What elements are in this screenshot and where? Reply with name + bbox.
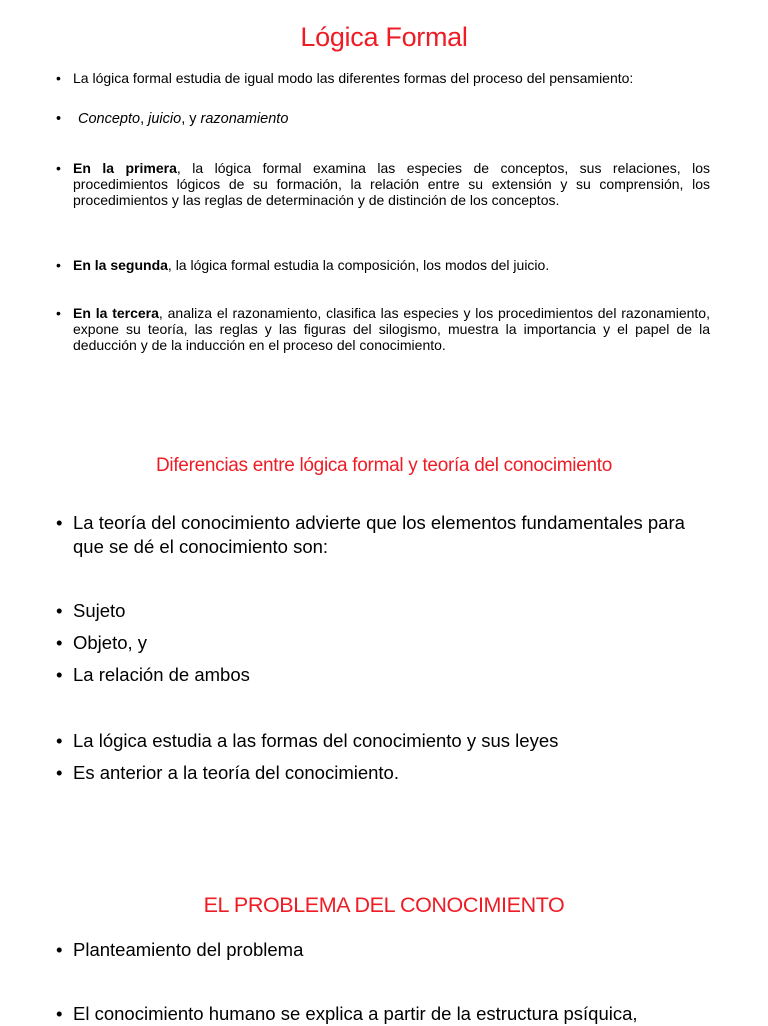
slide1-bullet-5-text: , analiza el razonamiento, clasifica las especies y los procedimientos del razonamiento, expone su teoría, las reglas y las figuras del silogismo, muestra la importancia y el papel de la deducción y de la inducción en el proceso del conocimiento. bbox=[73, 305, 710, 353]
slide1-title: Lógica Formal bbox=[300, 22, 468, 52]
slide2-bullet-1-text: La teoría del conocimiento advierte que los elementos fundamentales para que se dé el conocimiento son: bbox=[73, 512, 685, 557]
slide1-bullet-list-2 bbox=[56, 111, 710, 127]
slide3-bullet-1-text: Planteamiento del problema bbox=[73, 939, 304, 960]
slide2-bullet-6-text: Es anterior a la teoría del conocimiento. bbox=[73, 762, 399, 783]
slide1-bullet-list bbox=[56, 70, 710, 86]
slide3-bullet-2 bbox=[56, 1002, 736, 1026]
slide1-bullet-1 bbox=[56, 70, 710, 86]
slide2-bullet-6 bbox=[56, 761, 736, 785]
slide1-bullet-list-5 bbox=[56, 305, 710, 353]
slide1-bullet-4 bbox=[56, 257, 710, 273]
slide1-bullet-list-3 bbox=[56, 160, 710, 208]
slide1-bullet-5-bold: En la tercera bbox=[73, 305, 159, 321]
slide1-bullet-3-bold: En la primera bbox=[73, 160, 177, 176]
slide2-bullet-list-1 bbox=[56, 511, 716, 559]
slide1-bullet-2 bbox=[56, 111, 710, 127]
slide2-bullet-3 bbox=[56, 631, 736, 655]
slide1-bullet-2-razonamiento: razonamiento bbox=[200, 111, 289, 127]
slide1-bullet-4-text: , la lógica formal estudia la composición, los modos del juicio. bbox=[167, 257, 550, 273]
slide3-bullet-list-2 bbox=[56, 1002, 736, 1026]
slide1-bullet-2-sep2: , y bbox=[181, 111, 201, 127]
slide2-bullet-4 bbox=[56, 663, 736, 687]
slide3-title: EL PROBLEMA DEL CONOCIMIENTO bbox=[203, 893, 565, 917]
slide3-bullet-1 bbox=[56, 938, 736, 962]
slide1-bullet-5 bbox=[56, 305, 710, 353]
slide2-bullet-5-text: La lógica estudia a las formas del conocimiento y sus leyes bbox=[73, 730, 559, 751]
slide2-bullet-3-text: Objeto, y bbox=[73, 632, 148, 653]
slide2-title: Diferencias entre lógica formal y teoría del conocimiento bbox=[155, 455, 613, 476]
slide1-bullet-1-text: La lógica formal estudia de igual modo las diferentes formas del proceso del pensamiento: bbox=[73, 70, 634, 86]
slide3-bullet-2-text: El conocimiento humano se explica a partir de la estructura psíquica, bbox=[73, 1003, 638, 1024]
slide1-bullet-3 bbox=[56, 160, 710, 208]
slide2-bullet-1 bbox=[56, 511, 716, 559]
slide3-bullet-list-1 bbox=[56, 938, 736, 962]
slide2-bullet-2-text: Sujeto bbox=[73, 600, 126, 621]
slide1-bullet-list-4 bbox=[56, 257, 710, 273]
slide1-bullet-4-bold: En la segunda bbox=[73, 257, 168, 273]
slide2-bullet-5 bbox=[56, 729, 736, 753]
slide1-bullet-2-juicio: juicio bbox=[148, 111, 182, 127]
slide1-bullet-2-sep1: , bbox=[140, 111, 149, 127]
slide2-bullet-2 bbox=[56, 599, 736, 623]
slide2-bullet-4-text: La relación de ambos bbox=[73, 664, 250, 685]
slide2-bullet-list-3 bbox=[56, 729, 736, 785]
slide1-bullet-3-text: , la lógica formal examina las especies de conceptos, sus relaciones, los procedimientos lógicos de su formación, la relación entre su extensión y su comprensión, los procedimientos y las reglas de determinación y de distinción de los conceptos. bbox=[73, 160, 710, 208]
slide1-bullet-2-concepto: Concepto bbox=[78, 111, 141, 127]
slide2-bullet-list-2 bbox=[56, 599, 736, 687]
